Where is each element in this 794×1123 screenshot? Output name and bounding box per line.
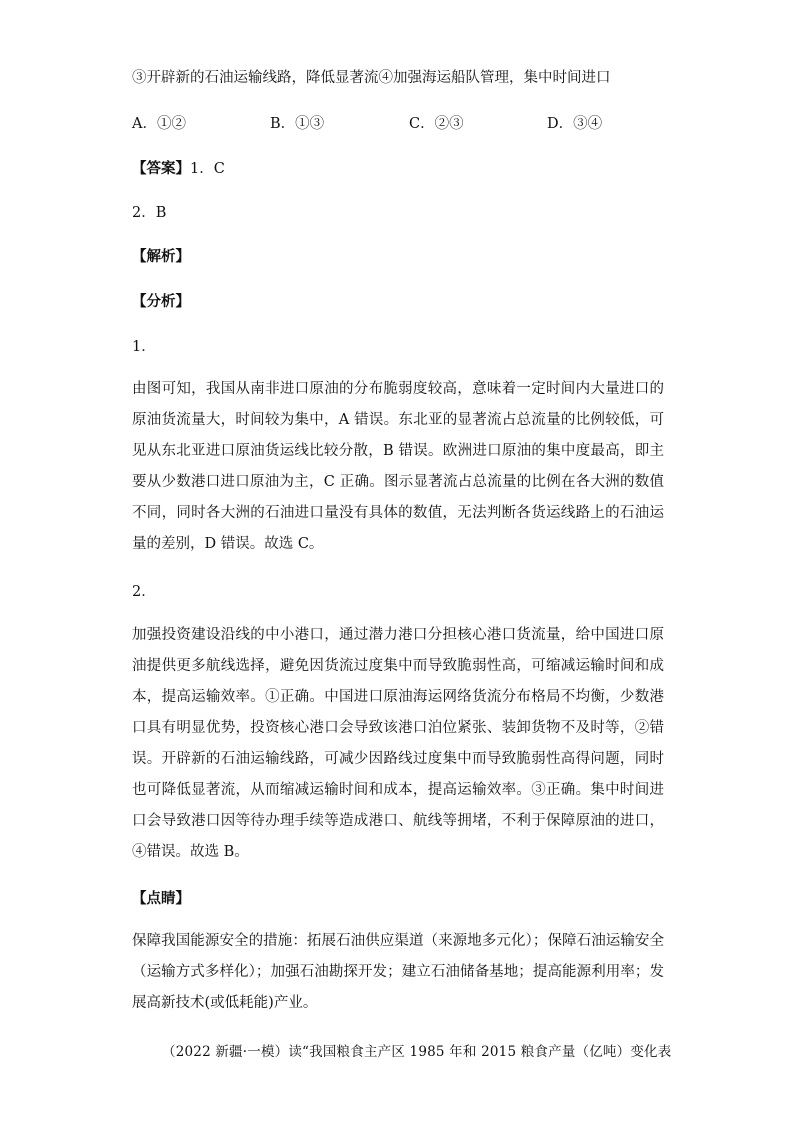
answer-line <box>132 157 225 178</box>
option-d: D．③④ <box>547 116 603 132</box>
q1-number: 1． <box>132 339 156 355</box>
q2-explanation: 加强投资建设沿线的中小港口，通过潜力港口分担核心港口货流量，给中国进口原油提供更多航线选择，避免因货流过度集中而导致脆弱性高，可缩减运输时间和成本，提高运输效率。①正确。中国进口原油海运网络货流分布格局不均衡，少数港口具有明显优势，投资核心港口会导致该港口泊位紧张、装卸货物不及时等，②错误。开辟新的石油运输线路，可减少因路线过度集中而导致脆弱性高得问题，同时也可降低显著流，从而缩减运输时间和成本，提高运输效率。③正确。集中时间进口会导致港口因等待办理手续等造成港口、航线等拥堵，不利于保障原油的进口，④错误。故选 B。 <box>132 627 664 860</box>
next-question-intro: （2022 新疆·一模）读“我国粮食主产区 1985 年和 2015 粮食产量（亿吨）变化表 <box>162 1044 672 1060</box>
q2-number: 2． <box>132 584 156 600</box>
option-a: A．①② <box>132 116 186 132</box>
option-c: C．②③ <box>409 116 464 132</box>
question-option-line: ③开辟新的石油运输线路，降低显著流④加强海运船队管理，集中时间进口 <box>132 70 611 86</box>
answer-2: 2．B <box>132 205 167 221</box>
answer-1: 1．C <box>190 161 225 177</box>
analysis-label: 【解析】 <box>132 248 190 265</box>
q1-explanation: 由图可知，我国从南非进口原油的分布脆弱度较高，意味着一定时间内大量进口的原油货流量大，时间较为集中，A 错误。东北亚的显著流占总流量的比例较低，可见从东北亚进口原油货运线比较分散，B 错误。欧洲进口原油的集中度最高，即主要从少数港口进口原油为主，C 正确。图示显著流占总流量的比例在各大洲的数值不同，同时各大洲的石油进口量没有具体的数值，无法判断各货运线路上的石油运量的差别，D 错误。故选 C。 <box>132 381 664 552</box>
fenxi-label: 【分析】 <box>132 293 190 310</box>
dianjing-text: 保障我国能源安全的措施：拓展石油供应渠道（来源地多元化）；保障石油运输安全（运输方式多样化）；加强石油勘探开发；建立石油储备基地；提高能源利用率；发展高新技术(或低耗能)产业。 <box>132 933 664 1011</box>
dianjing-label: 【点睛】 <box>132 890 190 907</box>
answer-label: 【答案】 <box>132 160 190 177</box>
answer-options <box>132 112 692 132</box>
option-b: B．①③ <box>270 116 325 132</box>
